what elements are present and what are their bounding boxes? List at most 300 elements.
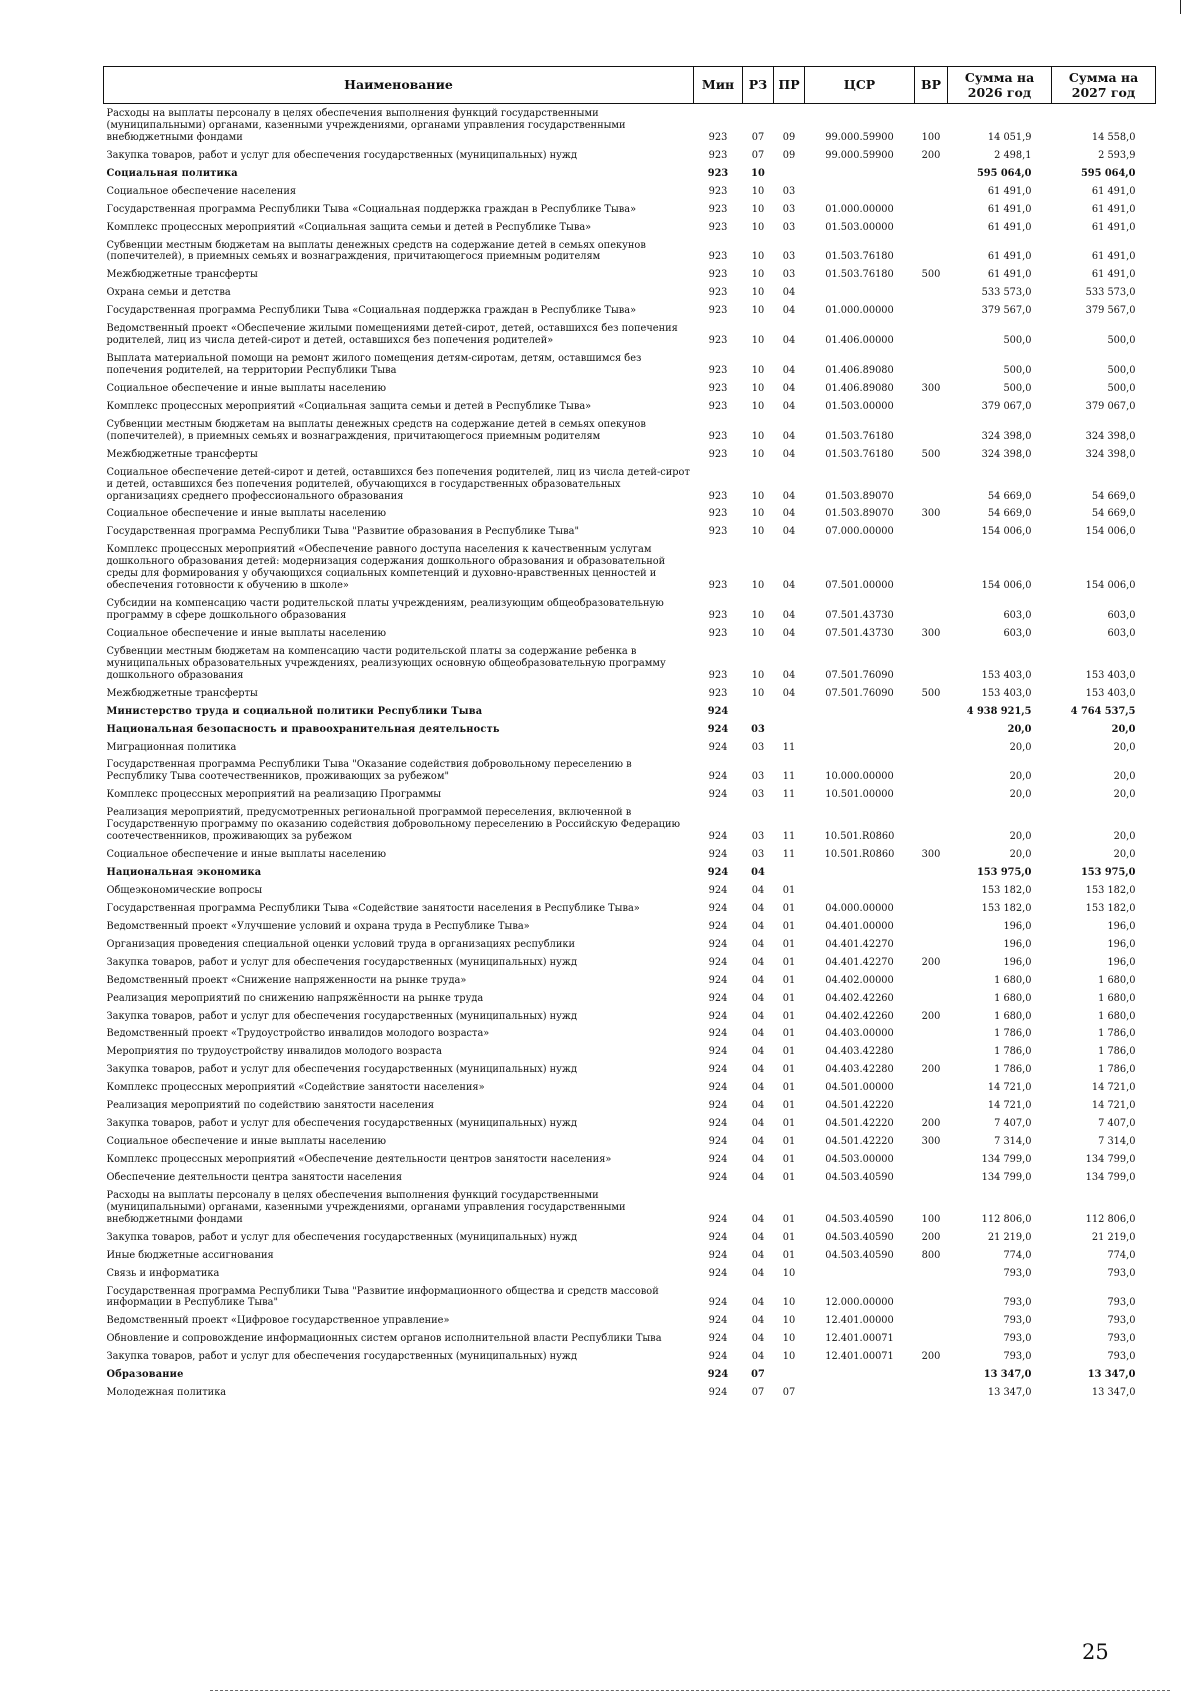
row-vr xyxy=(915,738,948,756)
row-name: Социальное обеспечение детей-сирот и детей, оставшихся без попечения родителей, лиц из числа детей-сирот и детей, оставшихся без попечения родителей, обучающихся в государственных образовательных организациях среднего профессионального образования xyxy=(106,466,690,502)
row-rz: 10 xyxy=(751,687,765,699)
table-row xyxy=(104,1042,1156,1060)
row-min: 924 xyxy=(708,1082,728,1094)
row-sum-2026: 20,0 xyxy=(1009,789,1032,801)
row-csr: 01.000.00000 xyxy=(825,203,894,215)
table-row xyxy=(104,379,1156,397)
row-vr: 200 xyxy=(921,1064,941,1076)
row-csr: 01.503.00000 xyxy=(825,221,894,233)
row-rz: 10 xyxy=(751,448,765,460)
row-sum-2026: 603,0 xyxy=(1003,610,1032,621)
row-sum-2026: 54 669,0 xyxy=(987,490,1032,502)
row-sum-2027: 13 347,0 xyxy=(1087,1369,1136,1381)
table-row xyxy=(104,917,1156,935)
table-row xyxy=(104,935,1156,953)
row-sum-2027: 153 403,0 xyxy=(1085,687,1136,699)
row-name: Закупка товаров, работ и услуг для обеспечения государственных (муниципальных) нужд xyxy=(106,1064,577,1076)
row-name: Закупка товаров, работ и услуг для обеспечения государственных (муниципальных) нужд xyxy=(106,1351,577,1363)
row-sum-2027: 1 786,0 xyxy=(1098,1028,1136,1040)
table-row xyxy=(104,236,1156,266)
row-pr: 04 xyxy=(782,627,796,639)
row-csr: 04.503.40590 xyxy=(825,1249,894,1261)
row-name: Социальное обеспечение и иные выплаты населению xyxy=(106,1136,387,1148)
row-vr xyxy=(915,236,948,266)
row-csr xyxy=(805,283,915,301)
row-min: 923 xyxy=(708,149,728,161)
row-sum-2027: 14 558,0 xyxy=(1091,131,1136,143)
row-rz: 04 xyxy=(751,1028,765,1040)
row-name: Ведомственный проект «Снижение напряженности на рынке труда» xyxy=(106,974,467,986)
row-rz: 04 xyxy=(751,1154,765,1165)
row-min: 924 xyxy=(708,902,728,914)
row-vr xyxy=(915,182,948,200)
row-vr xyxy=(915,1365,948,1383)
row-pr: 04 xyxy=(782,526,796,538)
row-csr: 07.501.43730 xyxy=(825,627,894,639)
table-row xyxy=(104,1150,1156,1168)
footer-line xyxy=(210,1690,1170,1691)
table-row xyxy=(104,624,1156,642)
table-row xyxy=(104,397,1156,415)
row-min: 923 xyxy=(708,221,728,233)
row-csr: 01.503.76180 xyxy=(825,269,894,281)
row-pr: 01 xyxy=(782,938,796,950)
row-vr xyxy=(915,540,948,594)
row-name: Государственная программа Республики Тыва «Содействие занятости населения в Республике Тыва» xyxy=(106,902,640,914)
row-csr: 04.403.42280 xyxy=(825,1064,894,1076)
row-csr: 12.401.00000 xyxy=(825,1315,894,1327)
row-csr: 04.501.00000 xyxy=(825,1082,894,1094)
table-row xyxy=(104,684,1156,702)
row-sum-2027: 20,0 xyxy=(1113,831,1136,843)
row-min: 924 xyxy=(708,831,728,843)
table-header xyxy=(104,67,1156,104)
row-sum-2027: 793,0 xyxy=(1107,1315,1136,1327)
row-csr: 04.403.42280 xyxy=(825,1046,894,1058)
row-rz: 10 xyxy=(751,526,765,538)
row-csr: 01.503.76180 xyxy=(825,430,894,442)
row-rz: 10 xyxy=(751,335,765,347)
row-sum-2026: 134 799,0 xyxy=(981,1171,1032,1183)
row-pr: 07 xyxy=(782,1387,796,1399)
row-vr xyxy=(915,989,948,1007)
row-sum-2026: 54 669,0 xyxy=(987,508,1032,520)
row-name: Субвенции местным бюджетам на компенсацию части родительской платы за содержание ребенка в муниципальных образовательных учреждениях, реализующих основную общеобразовательную программу дошкольного образования xyxy=(106,645,666,681)
row-min: 924 xyxy=(708,771,728,783)
row-csr: 12.401.00071 xyxy=(825,1333,894,1345)
row-min: 923 xyxy=(708,365,728,376)
row-sum-2026: 61 491,0 xyxy=(987,185,1032,197)
row-pr: 01 xyxy=(782,1136,796,1148)
row-sum-2027: 153 403,0 xyxy=(1085,669,1136,681)
row-name: Иные бюджетные ассигнования xyxy=(106,1249,274,1261)
row-min: 924 xyxy=(708,1231,728,1243)
row-sum-2027: 54 669,0 xyxy=(1091,508,1136,520)
row-pr: 10 xyxy=(782,1333,796,1345)
table-row xyxy=(104,899,1156,917)
row-pr: 11 xyxy=(782,741,796,753)
row-vr: 300 xyxy=(921,508,941,520)
row-csr: 04.401.42270 xyxy=(825,938,894,950)
row-sum-2027: 379 567,0 xyxy=(1085,305,1136,317)
row-sum-2027: 7 407,0 xyxy=(1098,1118,1136,1130)
row-min: 923 xyxy=(708,251,728,263)
row-vr xyxy=(915,1150,948,1168)
row-sum-2027: 61 491,0 xyxy=(1091,203,1136,215)
row-sum-2027: 603,0 xyxy=(1107,610,1136,621)
row-rz: 04 xyxy=(751,1118,765,1130)
row-vr xyxy=(915,164,948,182)
table-row xyxy=(104,953,1156,971)
row-min: 924 xyxy=(708,1171,728,1183)
row-pr: 01 xyxy=(782,992,796,1004)
table-row xyxy=(104,720,1156,738)
row-pr: 04 xyxy=(782,687,796,699)
row-pr: 11 xyxy=(782,849,796,861)
row-sum-2027: 7 314,0 xyxy=(1098,1136,1136,1148)
row-vr xyxy=(915,755,948,785)
row-pr: 01 xyxy=(782,956,796,968)
row-sum-2027: 134 799,0 xyxy=(1085,1171,1136,1183)
row-min: 924 xyxy=(708,1118,728,1130)
row-csr: 04.501.42220 xyxy=(825,1136,894,1148)
row-min: 924 xyxy=(708,789,728,801)
row-vr xyxy=(915,463,948,505)
row-min: 924 xyxy=(708,849,728,861)
row-csr: 04.401.42270 xyxy=(825,956,894,968)
row-pr: 01 xyxy=(782,1064,796,1076)
row-vr xyxy=(915,522,948,540)
row-csr: 04.503.40590 xyxy=(825,1213,894,1225)
row-vr: 200 xyxy=(921,1118,941,1130)
table-row xyxy=(104,863,1156,881)
row-sum-2026: 14 721,0 xyxy=(987,1100,1032,1112)
row-pr: 01 xyxy=(782,1231,796,1243)
row-rz: 03 xyxy=(751,789,765,801)
row-name: Межбюджетные трансферты xyxy=(106,269,258,281)
row-vr xyxy=(915,283,948,301)
row-name: Комплекс процессных мероприятий «Обеспечение деятельности центров занятости населения» xyxy=(106,1154,612,1165)
row-vr xyxy=(915,349,948,379)
row-csr: 04.501.42220 xyxy=(825,1100,894,1112)
row-name: Образование xyxy=(106,1369,184,1381)
row-min: 924 xyxy=(708,1028,728,1040)
row-sum-2026: 324 398,0 xyxy=(981,430,1032,442)
row-pr xyxy=(774,702,805,720)
row-pr: 01 xyxy=(782,902,796,914)
row-sum-2027: 61 491,0 xyxy=(1091,269,1136,281)
row-min: 924 xyxy=(708,741,728,753)
row-sum-2027: 379 067,0 xyxy=(1085,400,1136,412)
row-name: Реализация мероприятий по снижению напряжённости на рынке труда xyxy=(106,992,484,1004)
table-row xyxy=(104,1246,1156,1264)
row-min: 923 xyxy=(708,448,728,460)
row-pr: 11 xyxy=(782,831,796,843)
row-sum-2027: 793,0 xyxy=(1107,1333,1136,1345)
row-rz: 04 xyxy=(751,920,765,932)
row-min: 923 xyxy=(708,269,728,281)
row-sum-2026: 61 491,0 xyxy=(987,251,1032,263)
row-rz: 10 xyxy=(751,610,765,621)
table-row xyxy=(104,1186,1156,1228)
row-csr xyxy=(805,881,915,899)
row-min: 924 xyxy=(708,1333,728,1345)
row-sum-2026: 13 347,0 xyxy=(983,1369,1032,1381)
row-sum-2026: 595 064,0 xyxy=(976,167,1032,179)
row-vr xyxy=(915,863,948,881)
row-rz: 10 xyxy=(751,669,765,681)
row-rz: 04 xyxy=(751,1213,765,1225)
row-sum-2026: 196,0 xyxy=(1003,920,1032,932)
row-name: Государственная программа Республики Тыва "Развитие образования в Республике Тыва" xyxy=(106,526,579,538)
row-vr: 300 xyxy=(921,382,941,394)
row-sum-2027: 153 182,0 xyxy=(1085,902,1136,914)
row-name: Межбюджетные трансферты xyxy=(106,448,258,460)
row-sum-2027: 774,0 xyxy=(1107,1249,1136,1261)
row-sum-2026: 61 491,0 xyxy=(987,203,1032,215)
row-rz: 04 xyxy=(751,1136,765,1148)
row-sum-2026: 13 347,0 xyxy=(987,1387,1032,1399)
row-pr: 04 xyxy=(782,430,796,442)
row-sum-2027: 793,0 xyxy=(1107,1297,1136,1309)
row-vr xyxy=(915,803,948,845)
row-sum-2026: 153 403,0 xyxy=(981,687,1032,699)
row-min: 924 xyxy=(708,956,728,968)
row-name: Национальная безопасность и правоохранительная деятельность xyxy=(106,723,500,735)
row-vr xyxy=(915,1264,948,1282)
row-csr: 10.000.00000 xyxy=(825,771,894,783)
row-sum-2027: 1 680,0 xyxy=(1098,974,1136,986)
header-sum-2027: Сумма на 2027 год xyxy=(1052,67,1156,104)
row-sum-2026: 14 721,0 xyxy=(987,1082,1032,1094)
table-row xyxy=(104,349,1156,379)
row-sum-2026: 500,0 xyxy=(1003,335,1032,347)
row-csr: 10.501.R0860 xyxy=(824,849,895,861)
table-row xyxy=(104,845,1156,863)
row-csr: 07.501.76090 xyxy=(825,669,894,681)
row-vr xyxy=(915,1096,948,1114)
scan-mark xyxy=(1180,0,1181,14)
row-csr: 07.501.00000 xyxy=(825,580,894,592)
row-sum-2026: 153 975,0 xyxy=(976,867,1032,878)
row-rz: 04 xyxy=(751,1297,765,1309)
row-sum-2027: 61 491,0 xyxy=(1091,251,1136,263)
row-pr: 04 xyxy=(782,382,796,394)
row-sum-2026: 793,0 xyxy=(1003,1267,1032,1279)
row-min: 924 xyxy=(707,1369,729,1381)
row-min: 923 xyxy=(708,490,728,502)
table-row xyxy=(104,104,1156,146)
row-pr: 04 xyxy=(782,580,796,592)
row-vr xyxy=(915,935,948,953)
row-rz: 10 xyxy=(751,365,765,376)
row-csr: 04.000.00000 xyxy=(825,902,894,914)
row-min: 924 xyxy=(708,884,728,896)
row-min: 924 xyxy=(708,1249,728,1261)
row-vr xyxy=(915,1311,948,1329)
row-sum-2026: 112 806,0 xyxy=(981,1213,1032,1225)
row-sum-2027: 54 669,0 xyxy=(1091,490,1136,502)
row-sum-2027: 134 799,0 xyxy=(1085,1154,1136,1165)
row-pr: 04 xyxy=(782,305,796,317)
row-sum-2026: 20,0 xyxy=(1009,771,1032,783)
row-vr xyxy=(915,971,948,989)
row-rz: 10 xyxy=(751,167,765,179)
row-vr: 100 xyxy=(921,131,941,143)
row-csr: 04.403.00000 xyxy=(825,1028,894,1040)
table-row xyxy=(104,522,1156,540)
row-vr xyxy=(915,881,948,899)
table-row xyxy=(104,803,1156,845)
row-rz: 04 xyxy=(751,1064,765,1076)
row-csr: 01.406.89080 xyxy=(825,382,894,394)
row-sum-2027: 61 491,0 xyxy=(1091,221,1136,233)
row-sum-2027: 793,0 xyxy=(1107,1267,1136,1279)
row-sum-2027: 196,0 xyxy=(1107,956,1136,968)
row-min: 924 xyxy=(708,1100,728,1112)
row-rz: 10 xyxy=(751,400,765,412)
row-pr: 01 xyxy=(782,1082,796,1094)
row-sum-2026: 20,0 xyxy=(1009,849,1032,861)
row-min: 924 xyxy=(708,1010,728,1022)
row-name: Комплекс процессных мероприятий на реализацию Программы xyxy=(106,789,442,801)
row-name: Государственная программа Республики Тыва «Социальная поддержка граждан в Республике Тыва» xyxy=(106,203,637,215)
row-pr: 01 xyxy=(782,974,796,986)
row-rz: 04 xyxy=(751,1267,765,1279)
row-sum-2027: 154 006,0 xyxy=(1085,580,1136,592)
table-row xyxy=(104,642,1156,684)
row-rz: 04 xyxy=(751,884,765,896)
row-csr: 04.503.00000 xyxy=(825,1154,894,1165)
table-row xyxy=(104,755,1156,785)
row-name: Комплекс процессных мероприятий «Социальная защита семьи и детей в Республике Тыва» xyxy=(106,221,592,233)
row-sum-2026: 1 786,0 xyxy=(994,1046,1032,1058)
table-row xyxy=(104,319,1156,349)
row-rz: 04 xyxy=(751,1010,765,1022)
table-row xyxy=(104,540,1156,594)
row-rz: 04 xyxy=(751,938,765,950)
row-rz: 10 xyxy=(751,251,765,263)
row-csr: 01.503.89070 xyxy=(825,508,894,520)
row-vr xyxy=(915,415,948,445)
row-min: 923 xyxy=(708,508,728,520)
row-sum-2026: 533 573,0 xyxy=(981,287,1032,299)
row-sum-2026: 793,0 xyxy=(1003,1297,1032,1309)
row-pr: 03 xyxy=(782,185,796,197)
row-csr xyxy=(805,164,915,182)
row-sum-2026: 153 182,0 xyxy=(981,884,1032,896)
row-min: 923 xyxy=(708,203,728,215)
table-row xyxy=(104,146,1156,164)
row-sum-2027: 4 764 537,5 xyxy=(1070,705,1136,717)
row-name: Мероприятия по трудоустройству инвалидов молодого возраста xyxy=(106,1046,442,1058)
row-sum-2026: 20,0 xyxy=(1009,741,1032,753)
row-pr: 04 xyxy=(782,490,796,502)
row-name: Выплата материальной помощи на ремонт жилого помещения детям-сиротам, детям, оставшимся без попечения родителей, на территории Республики Тыва xyxy=(106,353,642,376)
row-sum-2027: 793,0 xyxy=(1107,1351,1136,1363)
row-rz: 10 xyxy=(751,287,765,299)
table-row xyxy=(104,989,1156,1007)
table-row xyxy=(104,1347,1156,1365)
table-body xyxy=(104,104,1156,1402)
header-min: Мин xyxy=(694,67,743,104)
row-name: Социальная политика xyxy=(106,167,238,179)
row-vr xyxy=(915,301,948,319)
row-min: 924 xyxy=(707,723,729,735)
row-pr: 11 xyxy=(782,771,796,783)
row-pr: 04 xyxy=(782,400,796,412)
row-min: 924 xyxy=(708,1351,728,1363)
table-row xyxy=(104,1168,1156,1186)
table-row xyxy=(104,415,1156,445)
row-rz: 10 xyxy=(751,627,765,639)
row-name: Закупка товаров, работ и услуг для обеспечения государственных (муниципальных) нужд xyxy=(106,149,577,161)
row-pr: 01 xyxy=(782,1028,796,1040)
row-pr: 01 xyxy=(782,884,796,896)
row-csr xyxy=(805,863,915,881)
row-name: Национальная экономика xyxy=(106,867,262,878)
row-rz: 04 xyxy=(751,1249,765,1261)
row-rz: 10 xyxy=(751,185,765,197)
row-name: Социальное обеспечение населения xyxy=(106,185,297,197)
row-sum-2027: 196,0 xyxy=(1107,920,1136,932)
row-min: 924 xyxy=(708,1213,728,1225)
row-min: 923 xyxy=(708,669,728,681)
row-csr: 12.401.00071 xyxy=(825,1351,894,1363)
row-sum-2027: 154 006,0 xyxy=(1085,526,1136,538)
row-rz: 10 xyxy=(751,203,765,215)
row-name: Комплекс процессных мероприятий «Содействие занятости населения» xyxy=(106,1082,485,1094)
table-row xyxy=(104,1228,1156,1246)
row-vr xyxy=(915,218,948,236)
row-name: Ведомственный проект «Обеспечение жилыми помещениями детей-сирот, детей, оставшихся без попечения родителей, лиц из числа детей-сирот и детей, оставшихся без попечения родителей» xyxy=(106,323,678,347)
table-row xyxy=(104,1383,1156,1401)
table-row xyxy=(104,881,1156,899)
row-sum-2027: 20,0 xyxy=(1113,741,1136,753)
row-min: 923 xyxy=(708,687,728,699)
header-csr: ЦСР xyxy=(805,67,915,104)
table-row xyxy=(104,1264,1156,1282)
row-sum-2027: 153 182,0 xyxy=(1085,884,1136,896)
row-vr: 200 xyxy=(921,1351,941,1363)
row-rz: 04 xyxy=(751,974,765,986)
row-vr: 500 xyxy=(921,448,941,460)
row-sum-2026: 153 182,0 xyxy=(981,902,1032,914)
row-sum-2026: 500,0 xyxy=(1003,382,1032,394)
table-row xyxy=(104,702,1156,720)
row-sum-2027: 13 347,0 xyxy=(1091,1387,1136,1399)
row-vr xyxy=(915,785,948,803)
row-rz: 04 xyxy=(751,1333,765,1345)
row-sum-2026: 21 219,0 xyxy=(987,1231,1032,1243)
row-pr: 11 xyxy=(782,789,796,801)
page-number: 25 xyxy=(1082,1640,1109,1664)
row-rz: 10 xyxy=(751,221,765,233)
row-csr xyxy=(805,1383,915,1401)
row-sum-2026: 7 314,0 xyxy=(994,1136,1032,1148)
row-pr: 04 xyxy=(782,335,796,347)
row-csr: 01.406.00000 xyxy=(825,335,894,347)
row-vr xyxy=(915,397,948,415)
row-vr xyxy=(915,200,948,218)
row-pr: 09 xyxy=(782,149,796,161)
row-csr: 07.000.00000 xyxy=(825,526,894,538)
row-csr: 04.402.42260 xyxy=(825,1010,894,1022)
row-rz: 04 xyxy=(751,1231,765,1243)
row-pr: 04 xyxy=(782,669,796,681)
table-row xyxy=(104,504,1156,522)
row-min: 923 xyxy=(708,185,728,197)
